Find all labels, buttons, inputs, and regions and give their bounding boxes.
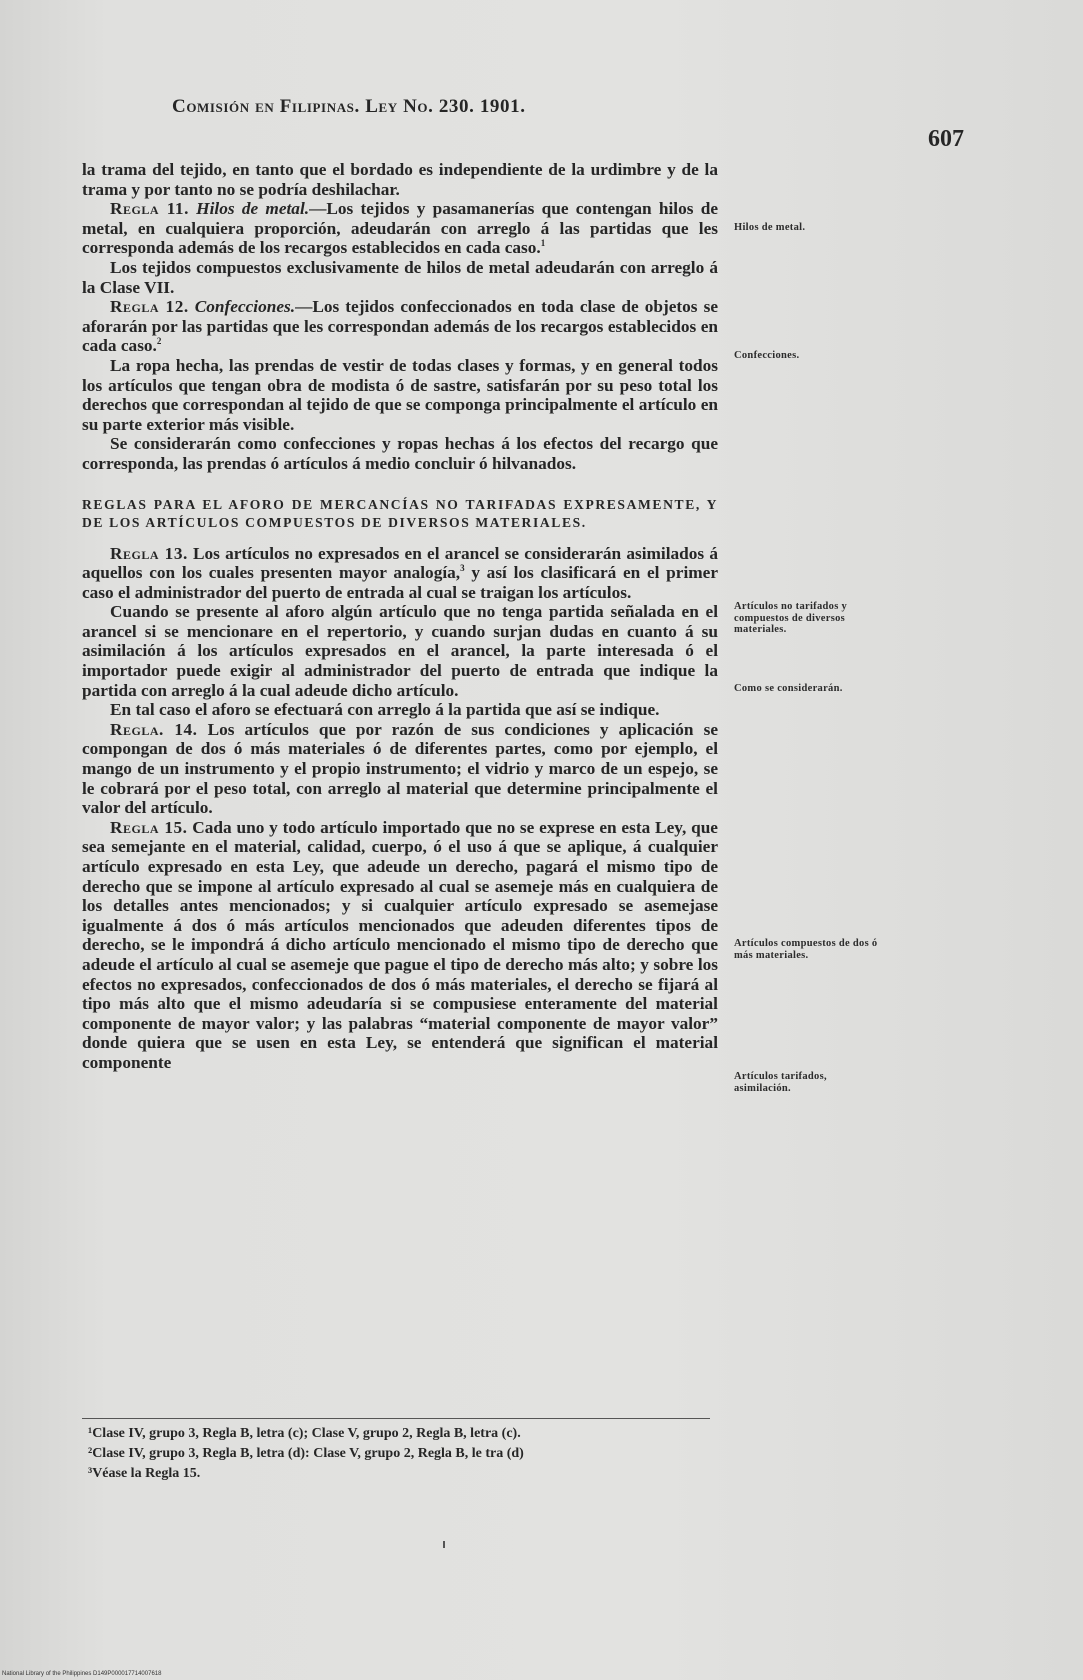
margin-note-confecciones: Confecciones.: [734, 350, 800, 361]
regla-text: Cada uno y todo artículo importado que no se exprese en esta Ley, que sea semejante en el material, calidad, cuerpo, ó el uso á que se aplique, á cualquier artículo expresado en esta Ley, que adeude un derecho, pagará el mismo tipo de derecho que se impone al artículo expresado al cual se asemeje más en cualquiera de los detalles antes mencionados; y si cualquier artículo expresado se asemejase igualmente á dos ó más artículos mencionados que adeuden diferentes tipos de derecho, se le impondrá á dicho artículo mencionado el mismo tipo de derecho que adeude el artículo al cual se asemeje que pague el tipo de derecho más alto; y sobre los efectos no expresados, confeccionados de dos ó más materiales, el derecho se fijará al tipo más alto que el mismo adeudaría si se compusiese enteramente del material componente de mayor valor; y las palabras “material componente de mayor valor” donde quiera que se usen en esta Ley, se entenderá que significan el material componente: [82, 817, 718, 1072]
regla-label: Regla 13.: [110, 543, 188, 563]
paragraph: la trama del tejido, en tanto que el bordado es independiente de la urdimbre y de la trama y por tanto no se podría deshilachar.: [82, 160, 718, 199]
regla-text: —Los tejidos confeccionados en toda clase de objetos se aforarán por las partidas que les correspondan además de los recargos establecidos en cada caso.: [82, 297, 718, 356]
footnote: ³Véase la Regla 15.: [88, 1466, 201, 1481]
running-head: Comisión en Filipinas. Ley No. 230. 1901.: [172, 96, 526, 117]
margin-note-compuestos: Artículos compuestos de dos ó más materiales.: [734, 938, 878, 961]
regla-label: Regla. 14.: [110, 719, 198, 739]
margin-note-no-tarifados: Artículos no tarifados y compuestos de diversos materiales.: [734, 601, 848, 636]
footnote: ²Clase IV, grupo 3, Regla B, letra (d): Clase V, grupo 2, Regla B, le tra (d): [88, 1446, 524, 1461]
footnote-ref: 1: [540, 238, 546, 249]
regla-label: Regla 12.: [110, 297, 189, 317]
paragraph: En tal caso el aforo se efectuará con arreglo á la partida que así se indique.: [110, 700, 660, 720]
footnote-divider: [82, 1418, 710, 1419]
footnote: ¹Clase IV, grupo 3, Regla B, letra (c); Clase V, grupo 2, Regla B, letra (c).: [88, 1426, 521, 1441]
footnotes: [88, 1424, 728, 1484]
regla-text: y así los clasificará en el primer caso el administrador del puerto de entrada al cual se traigan los artículos.: [82, 563, 718, 602]
regla-text: —Los tejidos y pasamanerías que contengan hilos de metal, en cualquiera proporción, adeudarán con arreglo á las partidas que les corresponda además de los recargos establecidos en cada caso.: [82, 199, 718, 258]
paragraph: Cuando se presente al aforo algún artículo que no tenga partida señalada en el arancel si se mencionare en el repertorio, y cuando surjan dudas en cuanto á su asimilación á los artículos expresados en el arancel, la parte interesada ó el importador puede exigir al administrador del puerto de entrada que indique la partida con arreglo á la cual adeude dicho artículo.: [82, 602, 718, 700]
body-text: [82, 160, 718, 1073]
regla-11: [82, 199, 718, 258]
footnote-ref: 2: [156, 336, 162, 347]
regla-14: [82, 720, 718, 818]
regla-15: [82, 818, 718, 1073]
regla-title: Confecciones.: [194, 297, 296, 317]
regla-text: Los artículos no expresados en el arancel se considerarán asimilados á aquellos con los cuales presenten mayor analogía,: [82, 543, 718, 583]
regla-13: [82, 544, 718, 603]
regla-text: Los artículos que por razón de sus condiciones y aplicación se compongan de dos ó más materiales ó de diferentes partes, como por ejemplo, el mango de un instrumento y el propio instrumento; el vidrio y marco de un espejo, se le cobrará por el peso total, con arreglo al material que determine principalmente el valor del artículo.: [82, 719, 718, 818]
margin-note-como: Como se considerarán.: [734, 683, 843, 694]
margin-note-tarifados: Artículos tarifados, asimilación.: [734, 1071, 827, 1094]
paragraph: Los tejidos compuestos exclusivamente de hilos de metal adeudarán con arreglo á la Clase VII.: [82, 257, 718, 297]
paragraph: Se considerarán como confecciones y ropas hechas á los efectos del recargo que corresponda, las prendas ó artículos á medio concluir ó hilvanados.: [82, 434, 718, 473]
regla-title: Hilos de metal.: [196, 199, 310, 219]
regla-label: Regla 11.: [110, 199, 189, 219]
scan-credit: National Library of the Philippines D149P000017714007618: [2, 1671, 162, 1677]
margin-note-hilos: Hilos de metal.: [734, 222, 806, 233]
footnote-ref: 3: [460, 563, 465, 574]
regla-12: [82, 297, 718, 356]
section-heading: REGLAS PARA EL AFORO DE MERCANCÍAS NO TARIFADAS EXPRESAMENTE, Y DE LOS ARTÍCULOS COMPUESTOS DE DIVERSOS MATERIALES.: [82, 496, 718, 530]
regla-label: Regla 15.: [110, 817, 188, 837]
page-number: 607: [928, 126, 964, 152]
paragraph: La ropa hecha, las prendas de vestir de todas clases y formas, y en general todos los artículos que tengan obra de modista ó de sastre, satisfarán por su peso total los derechos que correspondan al tejido de que se componga principalmente el artículo en su parte exterior más visible.: [82, 355, 718, 434]
printer-mark: [443, 1541, 445, 1548]
